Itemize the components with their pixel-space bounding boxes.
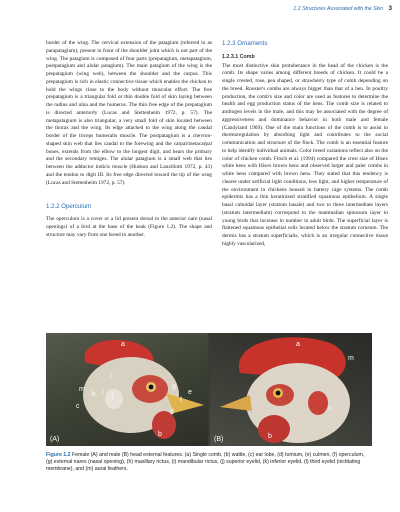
label-j: j (112, 393, 114, 400)
label-b-b: b (268, 433, 272, 440)
comb-heading: 1.2.3.1 Comb (222, 53, 255, 60)
female-head-illustration (46, 333, 208, 446)
caption-figure-label: Figure 1.2 (46, 452, 71, 458)
label-g: g (172, 383, 176, 390)
label-b: b (158, 431, 162, 438)
running-title: 1.2 Structures Associated with the Skin (293, 6, 384, 12)
male-head-photo (210, 333, 372, 446)
label-b-a: a (296, 341, 300, 348)
label-k: k (92, 391, 96, 398)
label-m: m (79, 386, 85, 393)
figure-caption (46, 452, 372, 473)
wing-paragraph: border of the wing. The cervical extension of the patagium (referred to as parapatagium), present in front of the shoulder joint which is not part of the wing. The patagium is composed of four parts (prepatagium, metapatagium, postpatagium and alular patagium). The main patagium of the wing is the prepatagium (wing web), between the shoulder and the carpus. This prepatagium is rich in elastic connective tissue which enables the chicken to hold the wings close to the body without muscular effort. The free prepatagium is a triangular fold or thin double fold of skin laying between the radius and ulna and the humerus. The thin free edge of the prepatagium is directed anteriorly (Lucas and Stettenheim 1972, p. 57). The metapatagium is also triangular, a very small fold of skin located between the thorax and the wing. Its edge attached to the wing along the caudal border of the triceps humeralis muscle. The postpatagium is a chevron-shaped skin web that lies caudal to the forewing and the carpal/metacarpal bones, extends from the elbow to the longest digit, and bears the primary and the secondary remiges. The alular patagium is a small web that lies between the adductor indicis muscle (Hudson and Lanzillotti 1972, p. 43) and the tendon to digit III. Its free edge directed toward the tip of the wing (Lucas and Stettenheim 1972, p. 57). (46, 40, 212, 186)
label-b-m: m (348, 355, 354, 362)
right-column (222, 40, 388, 249)
label-d: d (170, 409, 174, 416)
panel-b-label: (B) (214, 436, 224, 443)
male-head-illustration (210, 333, 372, 446)
running-header (92, 6, 392, 16)
caption-text: Female (A) and male (B) head external features. (a) Single comb, (b) wattle, (c) ear lobe, (d) tomium, (e) culmen, (f) operculum, (g) external nares (nasal opening), (h) maxillary rictus, (i) mandibular rictus, (j) superior eyelid, (k) inferior eyelid, (l) third eyelid (nictitating membrane), and (m) aural feathers. (46, 452, 365, 472)
label-i: i (110, 373, 112, 380)
left-column (46, 40, 212, 239)
label-b-c: c (328, 405, 332, 412)
panel-a-label: (A) (50, 436, 60, 443)
label-l: l (102, 389, 104, 396)
head-features-figure (46, 333, 372, 446)
comb-paragraph: The most distinctive skin protuberance in the head of the chicken is the comb. Its shape varies among different breeds of chicken. It could be a single crested, rose, pea shaped, or strawberry type of comb depending on the breed. Rooster's combs are always bigger than that of a hen. In poultry production, the comb's size and color are used as features to determine the health and egg production status of the hens. The comb size is related to androgen levels in the male, and this may be associated with the degree of aggressiveness and dominance behavior in both male and female (Candyland 1969). One of the main functions of the comb is to assist in thermoregulation by absorbing light and contributes to the social communication and structure of the flock. The comb is an essential feature to help identify individual animals. Color breed variations reflect also on the color of chicken comb. Fitsch et al. (1994) compared the crest size of Hisex white hens with Hisex brown hens and observed larger and paler combs in white hens compared with brown hens. They stated that this tendency is clearer under artificial light conditions, less light, and higher temperature of the environment in chickens housed in battery cage systems. The comb epidermis has a thin keratinized stratified squamous epithelium. A single basal cuboidal layer (stratum basale) and two to three intermediate layers (stratum intermedium) correspond to the mammalian spinosum layer in young birds that increase in number in adult birds. The superficial layer is flattened squamous epithelial cells located below the stratum corneum. The dermis has a stratum superficialis, which is an irregular connective tissue highly vascularized, (222, 62, 388, 247)
label-a: a (121, 341, 125, 348)
ornaments-heading: 1.2.3 Ornaments (222, 40, 268, 47)
label-f: f (180, 397, 182, 404)
female-head-photo (46, 333, 208, 446)
operculum-heading: 1.2.2 Operculum (46, 203, 92, 211)
page-number: 3 (388, 6, 392, 12)
operculum-paragraph: The operculum is a cover or a lid present dorsal to the anterior nare (nasal openings) of a bird at the base of the beak (Figure 1.2). The shape and structure may vary from one breed to another. (46, 216, 212, 238)
label-e: e (188, 389, 192, 396)
label-c: c (76, 403, 80, 410)
